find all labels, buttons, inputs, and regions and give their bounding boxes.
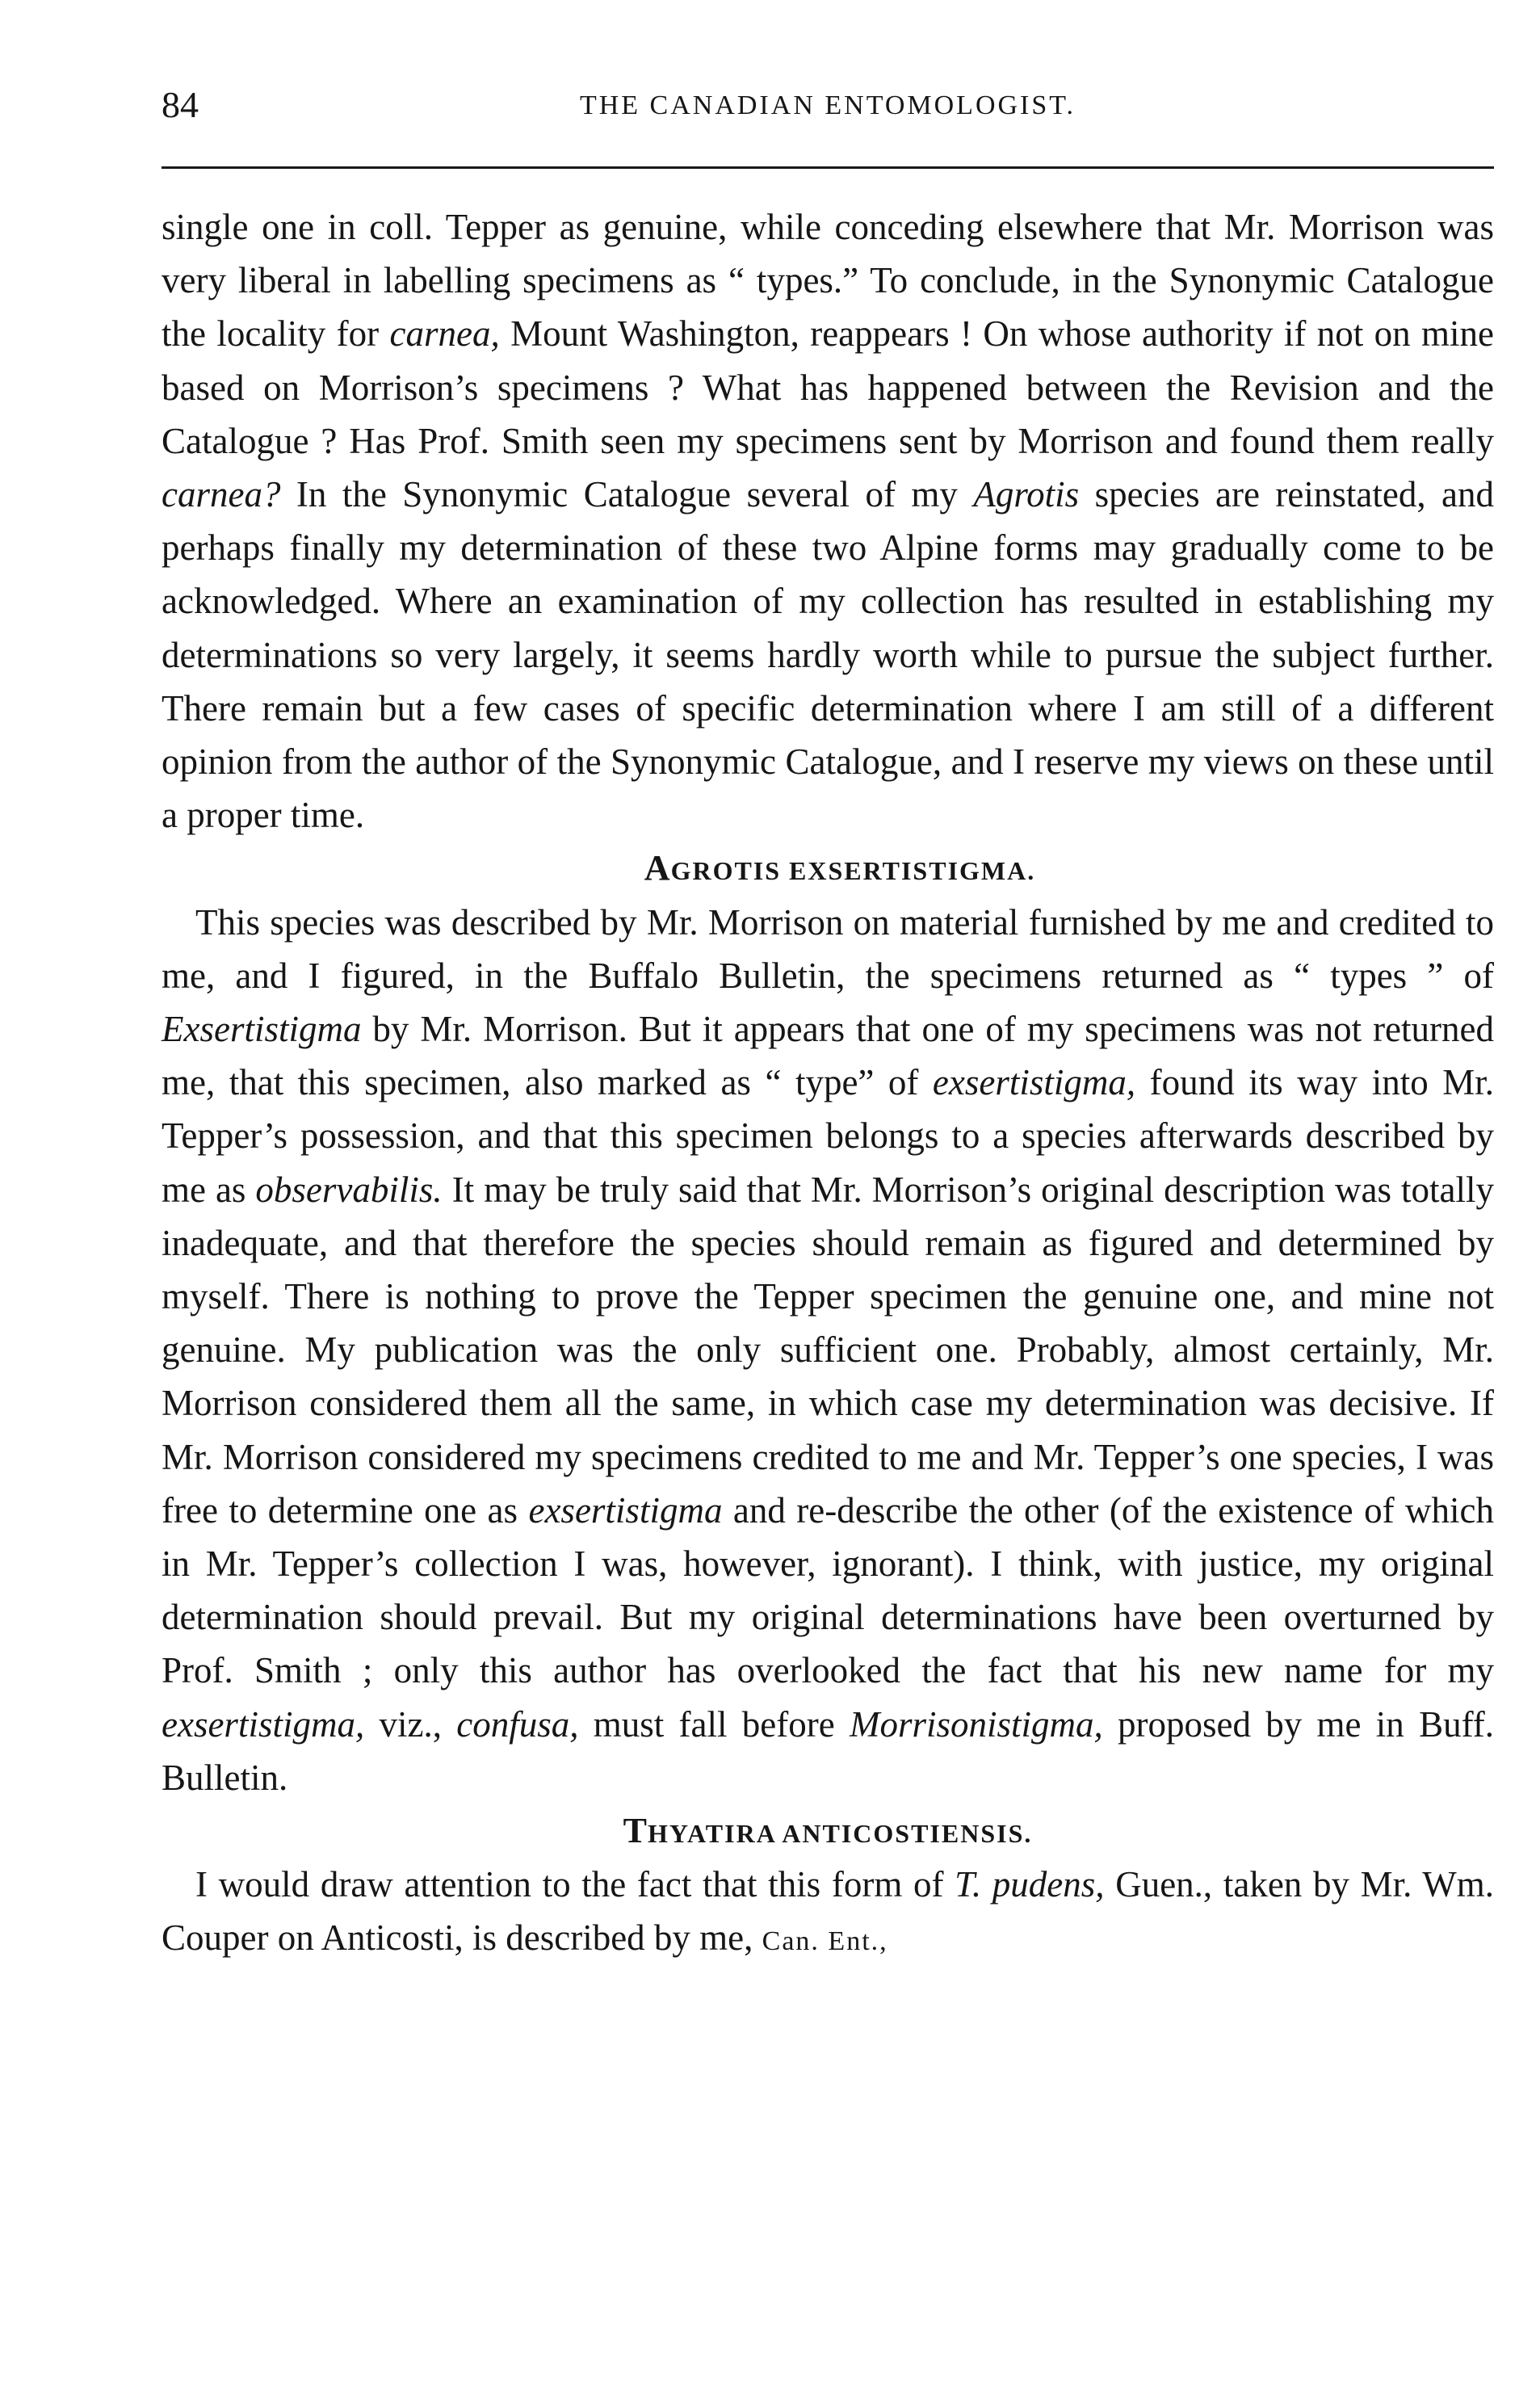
italic-carnea: carnea, — [389, 313, 500, 355]
paragraph-2-text: found its way into Mr. Tepper’s possession, and that this specimen belongs to a species afterwards described by me as — [162, 1062, 1494, 1210]
paragraph-1-text: single one in coll. Tepper as genuine, while conceding elsewhere that Mr. Morrison was very liberal in labelling specimens as “ types.” To conclude, in the Synonymic Catalogue the locality for — [162, 207, 1494, 355]
italic-morrisonistigma: Morrisonistigma, — [849, 1703, 1103, 1745]
paragraph-1-text: In the Synonymic Catalogue several of my — [280, 474, 974, 515]
running-head: THE CANADIAN ENTOMOLOGIST. — [579, 90, 1076, 120]
paragraph-1-text: species are reinstated, and perhaps finally my determination of these two Alpine forms may gradually come to be acknowledged. Where an examination of my collection has resulted in establishing my determinations so very largely, it seems hardly worth while to pursue the subject further. There remain but a few cases of specific determination where I am still of a different opinion from the author of the Synonymic Catalogue, and I reserve my views on these until a proper time. — [162, 474, 1495, 836]
page-header — [0, 0, 1540, 186]
italic-agrotis: Agrotis — [973, 474, 1080, 515]
paragraph-2-text: must fall before — [578, 1703, 850, 1745]
italic-exsertistigma-capital: Exsertistigma — [162, 1009, 362, 1050]
italic-exsertistigma: exsertistigma — [528, 1489, 723, 1531]
page-number: 84 — [162, 84, 199, 125]
paragraph-3-text: I would draw attention to the fact that this form of — [195, 1864, 955, 1905]
header-rule — [162, 166, 1494, 169]
heading-initial: A — [644, 848, 671, 888]
italic-exsertistigma: exsertistigma, — [932, 1062, 1136, 1103]
paragraph-2-text: and re-describe the other (of the existence of which in Mr. Tepper’s collection I was, however, ignorant). I think, with justice, my original determination should prevail. But my original determinations have been overturned by Prof. Smith ; only this author has overlooked the fact that his new name for my — [162, 1489, 1494, 1691]
paragraph-2-text: by Mr. Morrison. But it appears that one of my specimens was not returned me, that this specimen, also marked as “ type” of — [162, 1009, 1494, 1103]
paragraph-1-text: Mount Washington, reappears ! On whose authority if not on mine based on Morrison’s specimens ? What has happened between the Revision and the Catalogue ? Has Prof. Smith seen my specimens sent by Morrison and found them really — [162, 313, 1495, 461]
heading-rest: GROTIS EXSERTISTIGMA. — [670, 856, 1036, 886]
italic-observabilis: observabilis. — [255, 1169, 443, 1210]
article-body — [162, 200, 1494, 1969]
italic-confusa: confusa, — [456, 1703, 579, 1745]
italic-t-pudens: T. pudens, — [955, 1864, 1105, 1905]
paragraph-3 — [162, 1858, 1494, 1968]
paragraph-2-text: This species was described by Mr. Morrison on material furnished by me and credited to me, and I figured, in the Buffalo Bulletin, the specimens returned as “ types ” of — [162, 901, 1494, 996]
italic-exsertistigma: exsertistigma, — [162, 1703, 365, 1745]
journal-abbrev: Can. Ent., — [762, 1926, 888, 1957]
section-heading-agrotis-exsertistigma — [162, 842, 1494, 895]
paragraph-1 — [162, 200, 1494, 842]
paragraph-2 — [162, 896, 1494, 1804]
italic-carnea-query: carnea? — [162, 474, 281, 515]
heading-initial: T — [623, 1811, 648, 1851]
section-heading-thyatira-anticostiensis — [162, 1804, 1494, 1858]
paragraph-2-text: proposed by me in Buff. Bulletin. — [162, 1703, 1494, 1798]
paragraph-2-text: viz., — [364, 1703, 457, 1745]
paragraph-3-text: Guen., taken by Mr. Wm. Couper on Anticosti, is described by me, — [162, 1864, 1494, 1959]
paragraph-2-text: It may be truly said that Mr. Morrison’s original description was totally inadequate, and that therefore the species should remain as figured and determined by myself. There is nothing to prove the Tepper specimen the genuine one, and mine not genuine. My publication was the only sufficient one. Probably, almost certainly, Mr. Morrison considered them all the same, in which case my determination was decisive. If Mr. Morrison considered my specimens credited to me and Mr. Tepper’s one species, I was free to determine one as — [162, 1169, 1494, 1531]
heading-rest: HYATIRA ANTICOSTIENSIS. — [647, 1819, 1033, 1849]
